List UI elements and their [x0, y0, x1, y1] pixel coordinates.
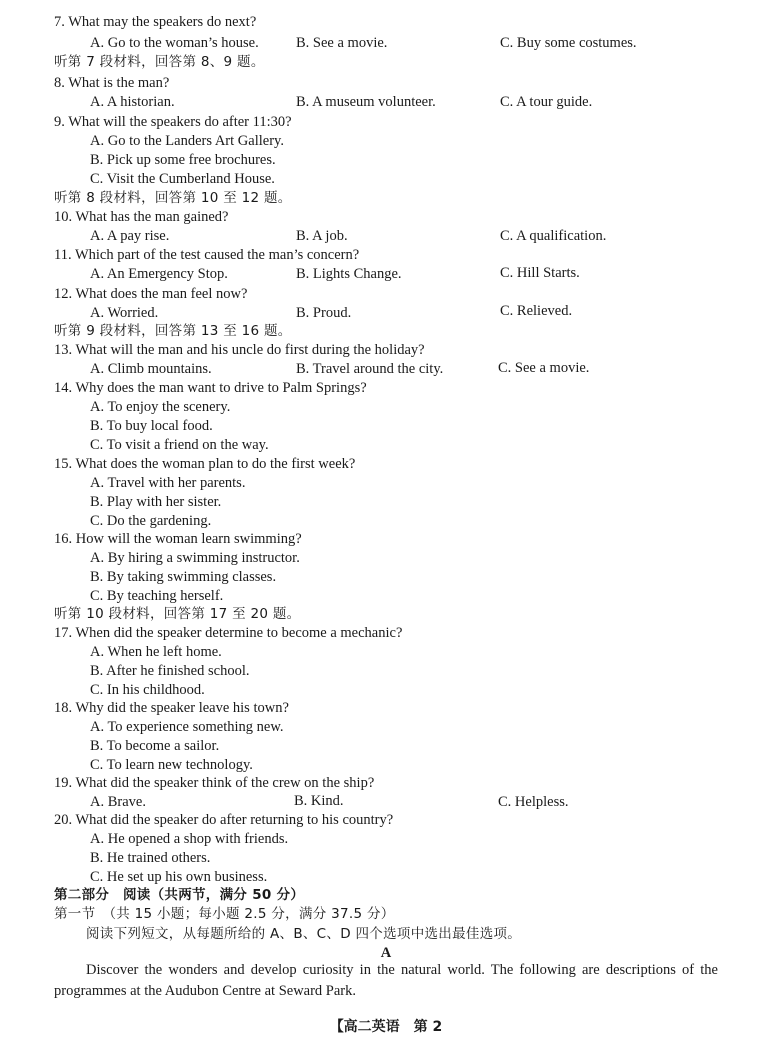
question-11-stem: 11. Which part of the test caused the man’s concern?: [54, 247, 360, 263]
question-17-option-c: C. In his childhood.: [90, 682, 205, 698]
question-17-option-a: A. When he left home.: [90, 644, 222, 660]
question-15-option-c: C. Do the gardening.: [90, 513, 212, 529]
question-13-stem: 13. What will the man and his uncle do first during the holiday?: [54, 342, 425, 358]
question-14-option-b: B. To buy local food.: [90, 418, 213, 434]
question-8-option-c: C. A tour guide.: [500, 94, 593, 110]
question-18-option-c: C. To learn new technology.: [90, 757, 253, 773]
question-9-option-a: A. Go to the Landers Art Gallery.: [90, 133, 284, 149]
question-10-option-a: A. A pay rise.: [90, 228, 170, 244]
question-12-option-b: B. Proud.: [296, 305, 352, 321]
question-15-option-a: A. Travel with her parents.: [90, 475, 246, 491]
question-11-option-b: B. Lights Change.: [296, 266, 402, 282]
page-footer: 【高二英语 第 2: [329, 1019, 443, 1035]
section-8-instruction: 听第 8 段材料，回答第 10 至 12 题。: [54, 190, 292, 206]
question-14-option-c: C. To visit a friend on the way.: [90, 437, 269, 453]
question-12-option-a: A. Worried.: [90, 305, 159, 321]
question-10-option-c: C. A qualification.: [500, 228, 607, 244]
question-11-option-c: C. Hill Starts.: [500, 265, 580, 281]
question-11-option-a: A. An Emergency Stop.: [90, 266, 228, 282]
question-16-option-b: B. By taking swimming classes.: [90, 569, 277, 585]
question-15-option-b: B. Play with her sister.: [90, 494, 222, 510]
section-10-instruction: 听第 10 段材料，回答第 17 至 20 题。: [54, 606, 301, 622]
question-20-option-c: C. He set up his own business.: [90, 869, 268, 885]
question-19-stem: 19. What did the speaker think of the crew on the ship?: [54, 775, 375, 791]
question-8-option-b: B. A museum volunteer.: [296, 94, 436, 110]
question-7-option-a: A. Go to the woman’s house.: [90, 35, 259, 51]
question-13-option-b: B. Travel around the city.: [296, 361, 444, 377]
passage-a-text: Discover the wonders and develop curiosity in the natural world. The following are descriptions of the programmes at the Audubon Centre at Seward Park.: [54, 962, 718, 999]
question-10-option-b: B. A job.: [296, 228, 348, 244]
question-20-stem: 20. What did the speaker do after returning to his country?: [54, 812, 394, 828]
question-19-option-c: C. Helpless.: [498, 794, 569, 810]
reading-instruction: 阅读下列短文，从每题所给的 A、B、C、D 四个选项中选出最佳选项。: [86, 926, 522, 942]
question-12-option-c: C. Relieved.: [500, 303, 573, 319]
question-19-option-a: A. Brave.: [90, 794, 146, 810]
question-16-stem: 16. How will the woman learn swimming?: [54, 531, 302, 547]
question-16-option-a: A. By hiring a swimming instructor.: [90, 550, 300, 566]
question-12-stem: 12. What does the man feel now?: [54, 286, 248, 302]
question-19-option-b: B. Kind.: [294, 793, 344, 809]
question-9-stem: 9. What will the speakers do after 11:30?: [54, 114, 292, 130]
question-17-option-b: B. After he finished school.: [90, 663, 250, 679]
question-20-option-a: A. He opened a shop with friends.: [90, 831, 289, 847]
question-9-option-b: B. Pick up some free brochures.: [90, 152, 276, 168]
question-8-stem: 8. What is the man?: [54, 75, 170, 91]
question-15-stem: 15. What does the woman plan to do the first week?: [54, 456, 356, 472]
part-2-title: 第二部分 阅读（共两节，满分 50 分）: [54, 887, 305, 903]
passage-label: A: [380, 945, 392, 961]
question-13-option-c: C. See a movie.: [498, 360, 590, 376]
section-9-instruction: 听第 9 段材料，回答第 13 至 16 题。: [54, 323, 292, 339]
section-7-instruction: 听第 7 段材料，回答第 8、9 题。: [54, 54, 265, 70]
question-18-option-a: A. To experience something new.: [90, 719, 284, 735]
question-14-option-a: A. To enjoy the scenery.: [90, 399, 231, 415]
question-10-stem: 10. What has the man gained?: [54, 209, 229, 225]
question-17-stem: 17. When did the speaker determine to become a mechanic?: [54, 625, 403, 641]
question-8-option-a: A. A historian.: [90, 94, 175, 110]
question-16-option-c: C. By teaching herself.: [90, 588, 224, 604]
part-2-section-1-heading: 第一节 （共 15 小题；每小题 2.5 分，满分 37.5 分）: [54, 906, 395, 922]
question-18-stem: 18. Why did the speaker leave his town?: [54, 700, 289, 716]
question-18-option-b: B. To become a sailor.: [90, 738, 220, 754]
question-13-option-a: A. Climb mountains.: [90, 361, 212, 377]
question-20-option-b: B. He trained others.: [90, 850, 211, 866]
question-7-stem: 7. What may the speakers do next?: [54, 14, 257, 30]
question-7-option-b: B. See a movie.: [296, 35, 388, 51]
question-9-option-c: C. Visit the Cumberland House.: [90, 171, 275, 187]
question-7-option-c: C. Buy some costumes.: [500, 35, 637, 51]
question-14-stem: 14. Why does the man want to drive to Palm Springs?: [54, 380, 367, 396]
